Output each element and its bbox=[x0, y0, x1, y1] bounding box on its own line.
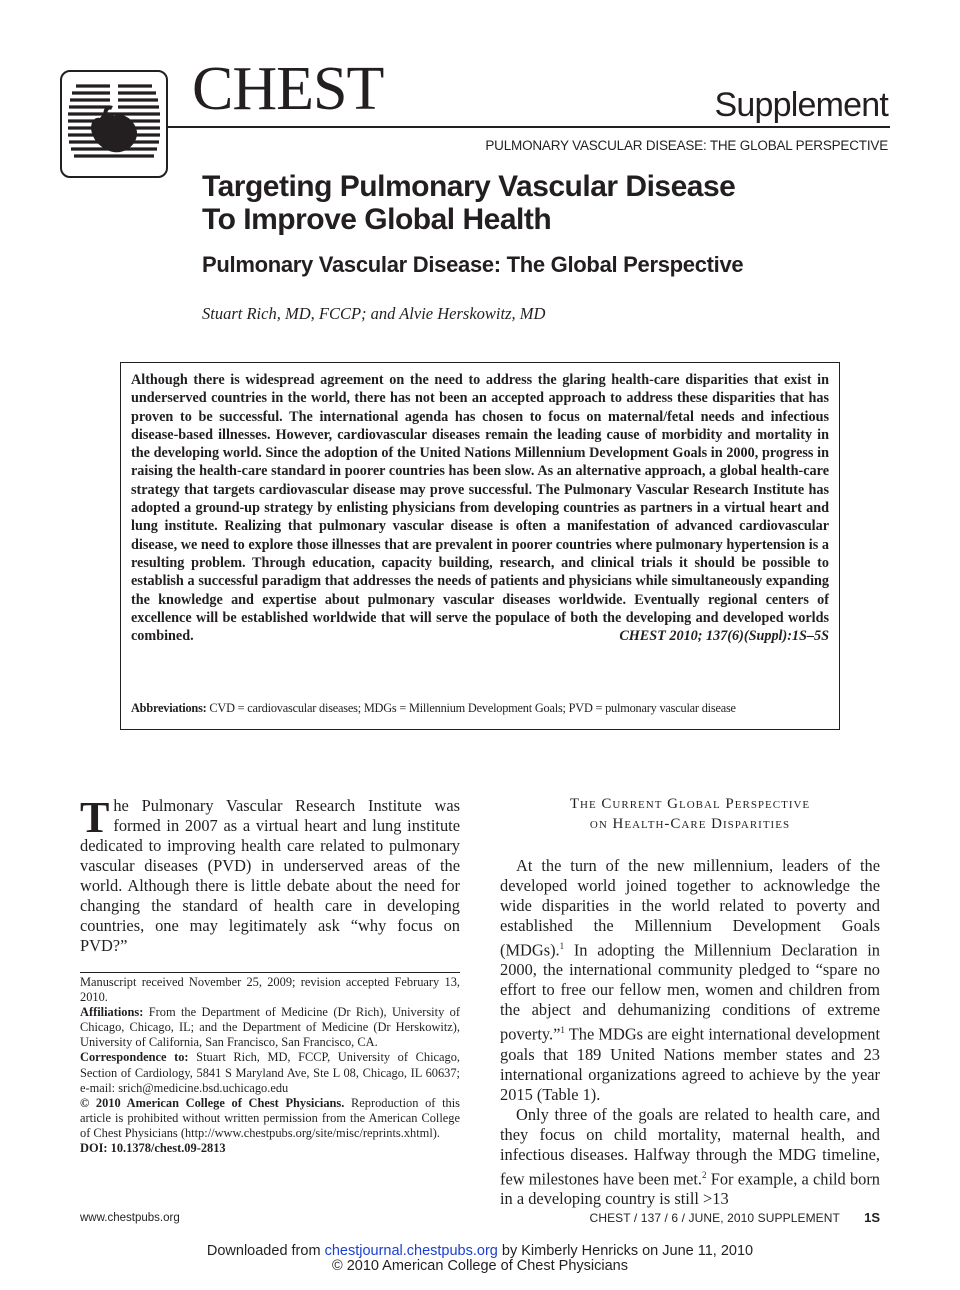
download-suffix: by Kimberly Henricks on June 11, 2010 bbox=[497, 1243, 754, 1259]
copyright-note bbox=[80, 1096, 460, 1141]
drop-cap: T bbox=[80, 793, 110, 842]
section-label: PULMONARY VASCULAR DISEASE: THE GLOBAL PERSPECTIVE bbox=[485, 138, 888, 153]
supplement-label: Supplement bbox=[714, 86, 888, 124]
footer-issue: CHEST / 137 / 6 / JUNE, 2010 SUPPLEMENT bbox=[589, 1211, 840, 1225]
doi-label: DOI: bbox=[80, 1141, 108, 1156]
para1-part-a: At the turn of the new millennium, leaders of the developed world joined together to acknowledge the wide disparities in the world related to poverty and established the Millennium Development Goals (MDGs). bbox=[500, 856, 880, 960]
journal-name: CHEST bbox=[192, 55, 384, 123]
copyright-label: © 2010 American College of Chest Physicians. bbox=[80, 1095, 345, 1110]
notes-rule bbox=[80, 972, 460, 973]
affiliations-label: Affiliations: bbox=[80, 1005, 144, 1020]
body-column bbox=[500, 794, 880, 1209]
abbrev-text: CVD = cardiovascular diseases; MDGs = Millennium Development Goals; PVD = pulmonary vascular disease bbox=[209, 701, 736, 715]
footer-page-number: 1S bbox=[864, 1210, 880, 1225]
reference-1: 1 bbox=[559, 941, 565, 951]
para1-part-c: The MDGs are eight international development goals that 189 United Nations member states and 23 international organizations agreed to achieve by the year 2015 (Table 1). bbox=[500, 1024, 880, 1104]
abstract-abbreviations bbox=[131, 701, 831, 716]
para2-part-b: For example, a child born in a developing country is still >13 bbox=[500, 1169, 880, 1209]
intro-column bbox=[80, 793, 460, 956]
download-line bbox=[0, 1243, 960, 1259]
abstract-body: Although there is widespread agreement on the need to address the glaring health-care disparities that exist in underserved countries in the world, there has not been an accepted approach to address these disparities that has proven to be successful. The international agenda has chosen to focus on maternal/fetal needs and infectious disease-based illnesses. However, cardiovascular diseases remain the leading cause of morbidity and mortality in the developing world. Since the adoption of the United Nations Millennium Development Goals in 2000, progress in raising the health-care standard in poorer countries has been slow. As an alternative approach, a global health-care strategy that targets cardiovascular disease may prove successful. The Pulmonary Vascular Research Institute has adopted a ground-up strategy by enlisting physicians from developing countries as partners in a virtual heart and lung institute. Realizing that pulmonary vascular disease is often a manifestation of advanced cardiovascular disease, we need to explore those illnesses that are prevalent in poorer countries where pulmonary hypertension is a resulting problem. Through education, capacity building, research, and clinical trials it should be possible to establish a successful paradigm that addresses the needs of patients and physicians while simultaneously expanding the knowledge and expertise about pulmonary vascular diseases worldwide. Eventually regional centers of excellence will be established worldwide that will serve the populace of both the developing and developed worlds combined. bbox=[131, 372, 829, 645]
para2-part-a: Only three of the goals are related to health care, and they focus on child mortality, maternal health, and infectious diseases. Halfway through the MDG timeline, few milestones have been met. bbox=[500, 1104, 880, 1189]
title-line-1: Targeting Pulmonary Vascular Disease bbox=[202, 170, 736, 203]
article-subtitle: Pulmonary Vascular Disease: The Global Perspective bbox=[202, 252, 744, 277]
correspondence-label: Correspondence to: bbox=[80, 1050, 189, 1065]
chest-logo-icon bbox=[60, 70, 168, 178]
affiliations-text: From the Department of Medicine (Dr Rich), University of Chicago, Chicago, IL; and the Department of Medicine (Dr Herskowitz), University of California, San Francisco, San Francisco, CA. bbox=[80, 1005, 460, 1050]
intro-text: he Pulmonary Vascular Research Institute was formed in 2007 as a virtual heart and lung institute dedicated to improving health care related to pulmonary vascular diseases (PVD) in underserved areas of the world. Although there is little debate about the need for changing the standard of health care in developing countries, one may legitimately ask “why focus on PVD?” bbox=[80, 796, 460, 955]
doi-note bbox=[80, 1141, 460, 1156]
abbrev-label: Abbreviations: bbox=[131, 701, 207, 715]
abstract-citation: CHEST 2010; 137(6)(Suppl):1S–5S bbox=[619, 628, 829, 645]
title-line-2: To Improve Global Health bbox=[202, 203, 552, 236]
header-rule bbox=[168, 126, 890, 128]
abstract-box bbox=[120, 362, 840, 730]
correspondence-note bbox=[80, 1050, 460, 1095]
abstract-text bbox=[131, 371, 829, 645]
article-notes bbox=[80, 975, 460, 1156]
para1-part-b: In adopting the Millennium Declaration in 2000, the international community pledged to “spare no effort to free our fellow men, women and children from the abject and dehumanizing conditions of extreme poverty.” bbox=[500, 940, 880, 1044]
intro-paragraph bbox=[80, 793, 460, 956]
section-heading-line-1: The Current Global Perspective bbox=[569, 796, 811, 812]
reference-2: 1 bbox=[560, 1025, 565, 1036]
article-authors: Stuart Rich, MD, FCCP; and Alvie Herskowitz, MD bbox=[202, 304, 546, 323]
section-heading bbox=[500, 794, 880, 834]
copyright-line: © 2010 American College of Chest Physicians bbox=[331, 1258, 628, 1274]
footer-website: www.chestpubs.org bbox=[80, 1212, 180, 1224]
body-paragraph-1 bbox=[500, 856, 880, 1105]
download-prefix: Downloaded from bbox=[206, 1243, 325, 1259]
article-title bbox=[202, 170, 902, 236]
section-heading-line-2: on Health-Care Disparities bbox=[589, 816, 791, 832]
affiliations-note bbox=[80, 1005, 460, 1050]
manuscript-note: Manuscript received November 25, 2009; revision accepted February 13, 2010. bbox=[80, 975, 460, 1005]
copyright-text: Reproduction of this article is prohibited without written permission from the American College of Chest Physicians (http://www.chestpubs.org/site/misc/reprints.xhtml). bbox=[80, 1095, 460, 1140]
correspondence-text: Stuart Rich, MD, FCCP, University of Chicago, Section of Cardiology, 5841 S Maryland Ave, Ste L 08, Chicago, IL 60637; e-mail: srich@medicine.bsd.uchicago.edu bbox=[80, 1050, 460, 1095]
doi-value: 10.1378/chest.09-2813 bbox=[110, 1141, 226, 1156]
download-link[interactable]: chestjournal.chestpubs.org bbox=[324, 1243, 498, 1259]
reference-3: 2 bbox=[702, 1169, 707, 1180]
body-paragraph-2 bbox=[500, 1105, 880, 1209]
